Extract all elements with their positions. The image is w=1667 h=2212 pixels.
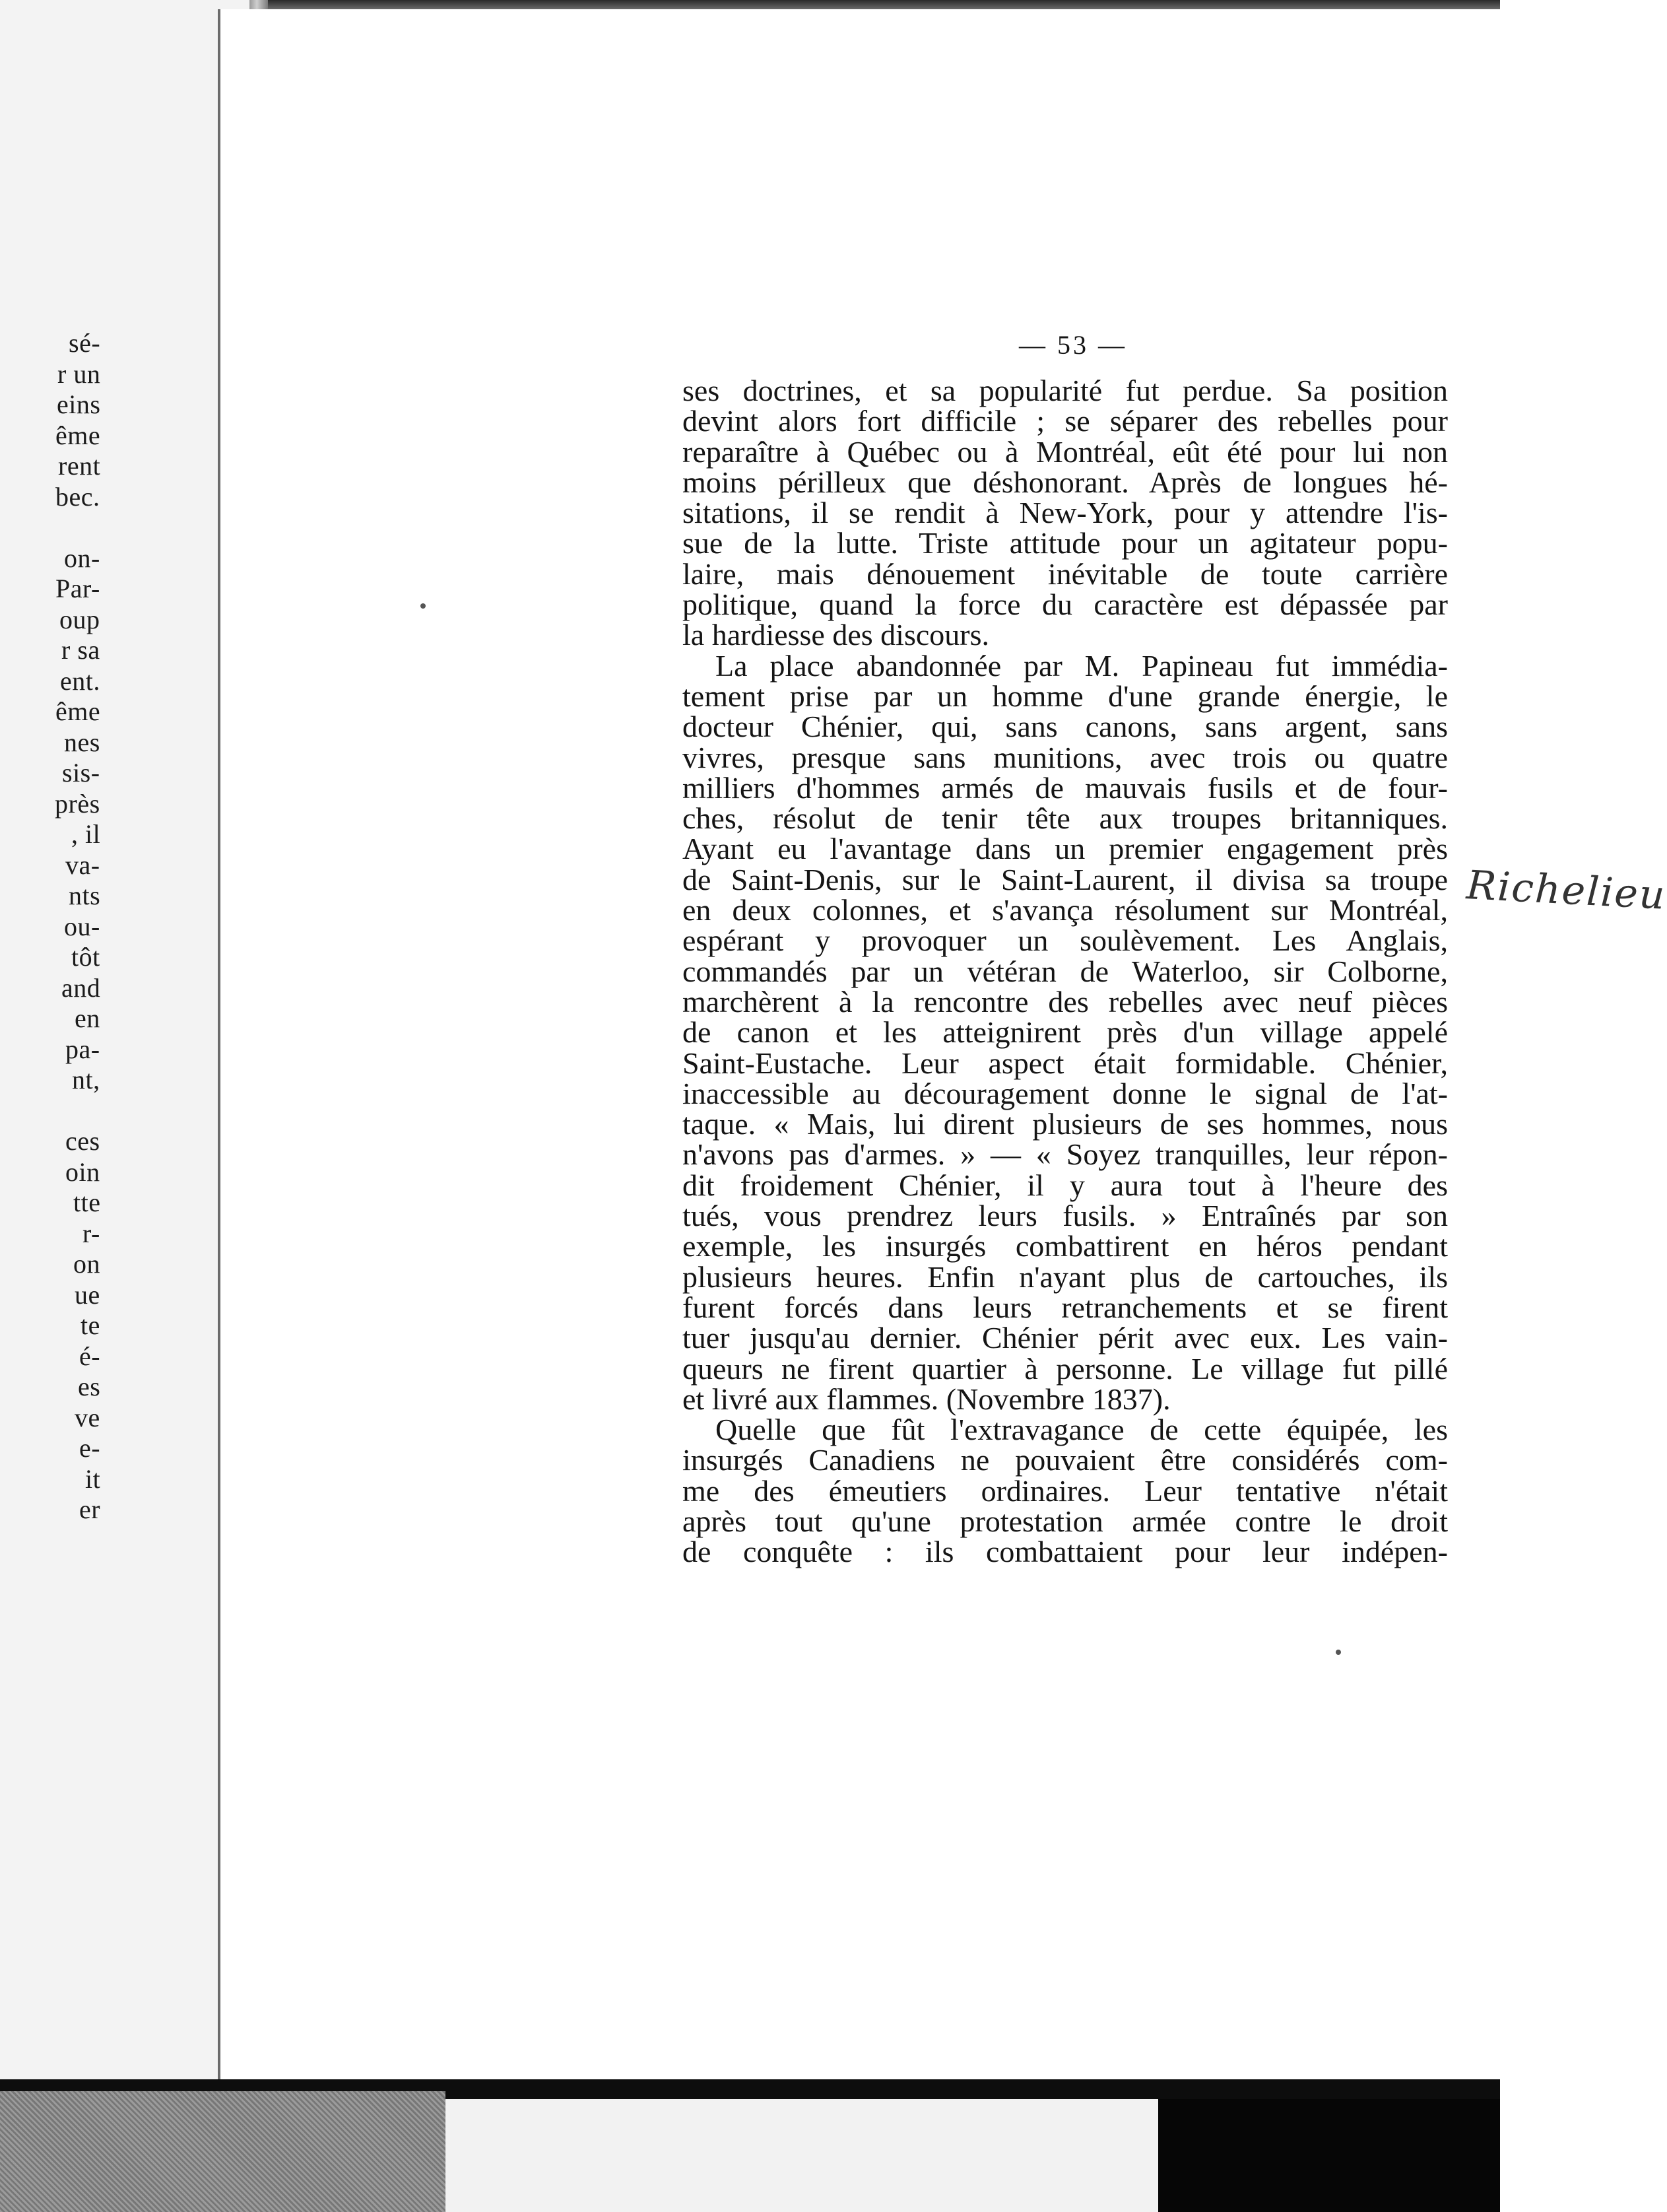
facing-page-fragment: and — [61, 972, 101, 1003]
facing-page-fragment: nes — [64, 727, 100, 757]
facing-page-fragment: r un — [57, 358, 101, 389]
facing-page-fragment: e- — [79, 1433, 101, 1463]
text-line: et livré aux flammes. (Novembre 1837). — [682, 1382, 1171, 1416]
text-line: laire, mais dénouement inévitable de toute carrière — [682, 556, 1448, 591]
text-line: Ayant eu l'avantage dans un premier engagement près — [682, 832, 1448, 866]
facing-page-fragment: ces — [65, 1126, 100, 1156]
text-line: de conquête : ils combattaient pour leur indépen- — [682, 1535, 1448, 1569]
text-line: milliers d'hommes armés de mauvais fusils et de four- — [682, 770, 1448, 805]
text-line: sitations, il se rendit à New-York, pour y attendre l'is- — [682, 496, 1448, 530]
text-line: insurgés Canadiens ne pouvaient être considérés com- — [682, 1443, 1448, 1477]
ink-speck — [420, 603, 426, 609]
facing-page-fragment: oup — [59, 604, 100, 634]
book-page — [218, 9, 1667, 2089]
page-number: — 53 — — [1019, 330, 1127, 360]
text-line: de canon et les atteignirent près d'un village appelé — [682, 1015, 1448, 1050]
facing-page-fragment: tte — [73, 1188, 101, 1217]
text-line: n'avons pas d'armes. » — « Soyez tranquilles, leur répon- — [682, 1137, 1448, 1172]
facing-page-fragment: près — [55, 788, 100, 819]
facing-page-fragment: pa- — [65, 1034, 100, 1064]
facing-page-fragment: r- — [82, 1218, 100, 1248]
ink-speck — [1336, 1650, 1341, 1655]
facing-page-fragment: é- — [79, 1341, 101, 1371]
page-body-text — [682, 376, 1448, 1568]
text-line: marchèrent à la rencontre des rebelles avec neuf pièces — [682, 984, 1448, 1019]
facing-page-fragment: te — [81, 1310, 100, 1340]
cloth-binding — [0, 2091, 445, 2212]
facing-page-fragment: sé- — [69, 328, 101, 358]
facing-page-fragment: es — [78, 1372, 101, 1401]
text-line: sue de la lutte. Triste attitude pour un agitateur popu- — [682, 526, 1448, 560]
text-line: de Saint-Denis, sur le Saint-Laurent, il divisa sa troupe — [682, 862, 1448, 896]
facing-page-fragment: ême — [55, 420, 101, 450]
facing-page-fragment: Par- — [55, 574, 100, 603]
text-line: tuer jusqu'au dernier. Chénier périt avec eux. Les vain- — [682, 1321, 1448, 1355]
facing-page-fragment: bec. — [55, 481, 100, 512]
facing-page-fragment: rent — [58, 451, 101, 481]
text-line: moins périlleux que déshonorant. Après de longues hé- — [682, 465, 1448, 499]
text-line: après tout qu'une protestation armée contre le droit — [682, 1504, 1448, 1538]
text-line: ches, résolut de tenir tête aux troupes britanniques. — [682, 801, 1448, 836]
text-line: ses doctrines, et sa popularité fut perdue. Sa position — [682, 374, 1448, 407]
handwritten-annotation: Richelieu — [1465, 862, 1667, 919]
facing-page-fragment: r sa — [61, 635, 100, 665]
text-line: furent forcés dans leurs retranchements et se firent — [682, 1290, 1448, 1324]
facing-page-fragment: nt, — [72, 1065, 100, 1094]
facing-page-fragment: , il — [71, 819, 101, 849]
facing-page-fragment: en — [75, 1003, 100, 1033]
text-line: la hardiesse des discours. — [682, 618, 989, 652]
text-line: Saint-Eustache. Leur aspect était formidable. Chénier, — [682, 1046, 1448, 1080]
facing-page-fragment: it — [85, 1463, 101, 1494]
facing-page-fragment: ue — [75, 1279, 100, 1310]
text-line: inaccessible au découragement donne le signal de l'at- — [682, 1076, 1448, 1110]
facing-page-fragment: sis- — [62, 758, 100, 788]
facing-page-fragment: ême — [55, 696, 101, 726]
text-line: dit froidement Chénier, il y aura tout à l'heure des — [682, 1168, 1448, 1202]
facing-page-fragment: ent. — [60, 665, 100, 696]
text-line: commandés par un vétéran de Waterloo, sir Colborne, — [682, 954, 1448, 988]
text-line: politique, quand la force du caractère est dépassée par — [682, 587, 1448, 622]
facing-page-fragment: tôt — [71, 942, 100, 972]
text-line: La place abandonnée par M. Papineau fut immédia- — [715, 648, 1448, 683]
text-line: devint alors fort difficile ; se séparer des rebelles pour — [682, 404, 1448, 438]
scan-top-edge — [251, 0, 1500, 9]
facing-page-fragment: er — [79, 1494, 101, 1524]
facing-page-fragment: on- — [64, 543, 100, 573]
facing-page-fragment: nts — [69, 881, 101, 910]
facing-page-fragment: oin — [65, 1156, 100, 1187]
text-line: exemple, les insurgés combattirent en héros pendant — [682, 1229, 1448, 1263]
text-line: queurs ne firent quartier à personne. Le village fut pillé — [682, 1351, 1448, 1386]
scan-dark-corner — [1158, 2099, 1500, 2212]
text-line: tement prise par un homme d'une grande énergie, le — [682, 679, 1448, 713]
text-line: me des émeutiers ordinaires. Leur tentative n'était — [682, 1473, 1448, 1508]
facing-page-fragment: ve — [75, 1402, 100, 1432]
text-line: Quelle que fût l'extravagance de cette équipée, les — [715, 1413, 1448, 1447]
text-line: en deux colonnes, et s'avança résolument sur Montréal, — [682, 893, 1448, 927]
text-line: tués, vous prendrez leurs fusils. » Entraînés par son — [682, 1199, 1448, 1233]
paper-strip — [445, 2099, 1158, 2212]
facing-page-fragment: va- — [65, 850, 100, 880]
text-line: taque. « Mais, lui dirent plusieurs de ses hommes, nous — [682, 1107, 1448, 1141]
text-line: espérant y provoquer un soulèvement. Les Anglais, — [682, 923, 1448, 958]
text-line: vivres, presque sans munitions, avec trois ou quatre — [682, 740, 1448, 774]
text-line: reparaître à Québec ou à Montréal, eût été pour lui non — [682, 434, 1448, 469]
facing-page-fragment: ou- — [64, 911, 100, 941]
text-line: plusieurs heures. Enfin n'ayant plus de cartouches, ils — [682, 1259, 1448, 1294]
facing-page-fragment: on — [73, 1249, 100, 1279]
facing-page-fragment: eins — [57, 389, 101, 419]
text-line: docteur Chénier, qui, sans canons, sans argent, sans — [682, 710, 1448, 744]
